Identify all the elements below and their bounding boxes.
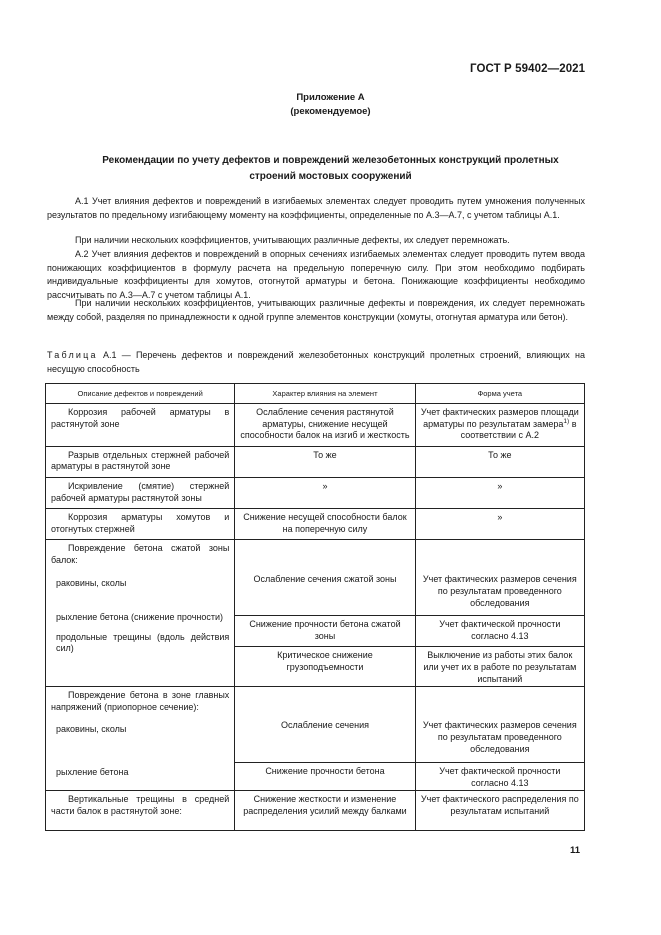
group-title: Повреждение бетона сжатой зоны балок:	[51, 543, 230, 565]
table-row	[46, 446, 585, 477]
table-caption-label: Таблица	[47, 350, 98, 360]
effect-cell: Снижение прочности бетона сжатой зоны	[235, 616, 414, 647]
effect-cell: Ослабление сечения	[235, 720, 414, 763]
table-row-group-compressed-zone	[46, 540, 585, 687]
effect-cell: Снижение прочности бетона	[265, 766, 385, 777]
appendix-title: Приложение А	[296, 92, 365, 103]
table-caption	[47, 349, 585, 376]
defect-cell: Коррозия арматуры хомутов и отогнутых стержней	[51, 512, 230, 534]
defect-cell: Разрыв отдельных стержней рабочей арматуры в растянутой зоне	[51, 449, 230, 472]
defect-item: рыхление бетона	[56, 767, 129, 778]
paragraph-a1: А.1 Учет влияния дефектов и повреждений в изгибаемых элементах следует проводить путем умножения полученных результатов по предельному изгибающему моменту на коэффициенты, определенные по А.3—А.7, с учетом таблицы А.1.	[47, 196, 585, 220]
defects-table	[45, 383, 585, 831]
section-title-line2: строений мостовых сооружений	[249, 171, 412, 182]
section-title-line1: Рекомендации по учету дефектов и повреждений железобетонных конструкций пролетных	[102, 155, 559, 166]
document-code: ГОСТ Р 59402—2021	[470, 63, 586, 75]
account-text-b: в соответствии с А.2	[460, 418, 577, 441]
table-row	[46, 477, 585, 508]
defect-cell: Искривление (смятие) стержней рабочей арматуры растянутой зоны	[51, 480, 230, 503]
account-text-a: Учет фактических размеров площади арматуры по результатам замера	[420, 407, 579, 429]
effect-cell: То же	[313, 449, 337, 460]
account-cell: »	[497, 512, 503, 523]
account-cell: »	[497, 480, 503, 491]
account-cell	[416, 404, 584, 446]
account-cell: Выключение из работы этих балок или учет их в работе по результатам испытаний	[423, 650, 577, 684]
table-row	[46, 509, 585, 540]
defect-item: продольные трещины (вдоль действия сил)	[56, 631, 230, 654]
paragraph-a2-note: При наличии нескольких коэффициентов, учитывающих различные дефекты и повреждения, их следует перемножать между собой, разделяя по принадлежности к одной группе элементов конструкции (хомуты, отогнутая арматура или бетон).	[47, 298, 585, 322]
account-cell: Учет фактической прочности согласно 4.13	[439, 766, 561, 788]
header-account-form: Форма учета	[415, 384, 584, 404]
account-cell: Учет фактического распределения по результатам испытаний	[420, 794, 579, 816]
table-caption-text: А.1 — Перечень дефектов и повреждений железобетонных конструкций пролетных строений, влияющих на несущую способность	[47, 350, 585, 374]
effect-cell: Снижение жесткости и изменение распределения усилий между балками	[243, 794, 407, 816]
effect-cell: »	[322, 480, 328, 491]
table-row-group-main-stress-zone	[46, 687, 585, 791]
footnote-mark: 1)	[563, 417, 570, 425]
table-header-row	[46, 384, 585, 404]
effect-cell: Ослабление сечения растянутой арматуры, снижение несущей способности балок на изгиб и жесткость	[240, 407, 410, 441]
account-cell: То же	[488, 449, 512, 460]
paragraph-a1-note: При наличии нескольких коэффициентов, учитывающих различные дефекты, их следует перемножать.	[75, 235, 510, 245]
header-defect-description: Описание дефектов и повреждений	[46, 384, 235, 404]
defect-item: раковины, сколы	[56, 723, 127, 734]
account-cell: Учет фактической прочности согласно 4.13	[416, 616, 584, 647]
effect-cell: Ослабление сечения сжатой зоны	[235, 574, 414, 616]
account-cell: Учет фактических размеров сечения по результатам проведенного обследования	[416, 574, 584, 616]
group-title: Повреждение бетона в зоне главных напряжений (приопорное сечение):	[51, 690, 230, 712]
header-effect-character: Характер влияния на элемент	[235, 384, 415, 404]
appendix-status: (рекомендуемое)	[290, 106, 371, 117]
account-cell: Учет фактических размеров сечения по результатам проведенного обследования	[416, 720, 584, 763]
paragraph-a2: А.2 Учет влияния дефектов и повреждений в опорных сечениях изгибаемых элементах следует проводить путем ввода понижающих коэффициентов в формулу расчета на предельную поперечную силу. При этом необходимо подбирать индивидуальные коэффициенты для хомутов, отогнутой арматуры и бетона. Понижающие коэффициенты необходимо рассчитывать по А.3—А.7 с учетом таблицы А.1.	[47, 249, 585, 300]
table-row	[46, 791, 585, 830]
defect-item: рыхление бетона (снижение прочности)	[56, 612, 224, 623]
table-row	[46, 404, 585, 447]
defect-cell: Коррозия рабочей арматуры в растянутой зоне	[51, 407, 230, 429]
defect-cell: Вертикальные трещины в средней части балок в растянутой зоне:	[51, 794, 230, 816]
page-number: 11	[570, 845, 581, 856]
defect-item: раковины, сколы	[56, 577, 127, 588]
effect-cell: Критическое снижение грузоподъемности	[277, 650, 373, 672]
effect-cell: Снижение несущей способности балок на поперечную силу	[243, 512, 407, 534]
